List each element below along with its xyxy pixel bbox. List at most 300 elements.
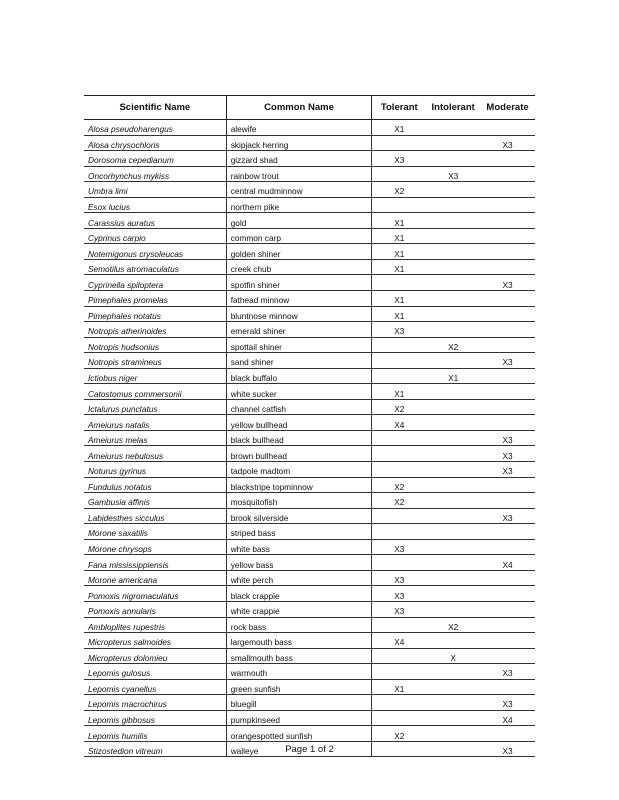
scientific-name-cell — [84, 156, 226, 165]
table-row — [84, 711, 535, 727]
scientific-name-cell-text: Pomoxis annularis — [88, 606, 156, 617]
tolerant-cell — [371, 353, 426, 368]
scientific-name-cell-text: Micropterus salmoides — [88, 637, 171, 648]
scientific-name-cell-text: Esox lucius — [88, 201, 130, 212]
common-name-cell-text: brook silverside — [230, 512, 289, 523]
intolerant-cell — [426, 602, 480, 617]
common-name-cell-text: skipjack herring — [230, 139, 289, 150]
scientific-name-cell — [84, 669, 226, 678]
common-name-cell — [226, 213, 372, 228]
tolerant-cell — [371, 664, 426, 679]
intolerant-cell — [426, 369, 480, 384]
intolerant-cell — [426, 524, 480, 539]
common-name-cell — [226, 338, 372, 353]
moderate-cell — [480, 711, 535, 726]
moderate-cell — [480, 275, 535, 290]
scientific-name-cell — [84, 685, 226, 694]
common-name-cell — [226, 446, 372, 461]
tolerant-cell — [371, 322, 426, 337]
scientific-name-cell — [84, 374, 226, 383]
tolerant-cell-text: X4 — [394, 637, 405, 648]
tolerant-cell — [371, 524, 426, 539]
common-name-cell-text: orangespotted sunfish — [230, 730, 313, 741]
moderate-cell-text: X3 — [502, 450, 513, 461]
common-name-cell-text: walleye — [230, 746, 259, 757]
moderate-cell — [480, 446, 535, 461]
moderate-cell-text: X3 — [502, 668, 513, 679]
common-name-cell-text: yellow bullhead — [230, 419, 288, 430]
scientific-name-cell-text: Semotilus atromaculatus — [88, 264, 179, 275]
scientific-name-cell-text: Fana mississippiensis — [88, 559, 169, 570]
scientific-name-cell-text: Notropis hudsonius — [88, 341, 160, 352]
moderate-cell — [480, 478, 535, 493]
table-row — [84, 167, 535, 183]
table-row — [84, 431, 535, 447]
tolerant-cell — [371, 384, 426, 399]
common-name-cell-text: golden shiner — [230, 248, 281, 259]
intolerant-cell — [426, 711, 480, 726]
scientific-name-cell-text: Carassius auratus — [88, 217, 155, 228]
page-number: Page 1 of 2 — [285, 744, 334, 755]
intolerant-cell-text: X3 — [448, 170, 459, 181]
tolerant-cell — [371, 555, 426, 570]
scientific-name-cell-text: Cyprinus carpio — [88, 233, 146, 244]
common-name-cell — [226, 167, 372, 182]
common-name-cell — [226, 726, 372, 741]
table-row — [84, 229, 535, 245]
scientific-name-cell-text: Lepomis gulosus — [88, 668, 151, 679]
scientific-name-cell — [84, 203, 226, 212]
scientific-name-cell-text: Noturus gyrinus — [88, 466, 147, 477]
moderate-cell — [480, 571, 535, 586]
table-header — [84, 95, 535, 120]
common-name-cell-text: black buffalo — [230, 373, 278, 383]
intolerant-cell — [426, 400, 480, 415]
common-name-cell-text: black bullhead — [230, 435, 284, 446]
scientific-name-cell-text: Gambusia affinis — [88, 497, 150, 508]
table-row — [84, 446, 535, 462]
scientific-name-cell-text: Alosa chrysochloris — [88, 139, 160, 150]
intolerant-cell — [426, 695, 480, 710]
scientific-name-cell — [84, 141, 226, 150]
tolerant-cell — [371, 586, 426, 601]
table-row — [84, 400, 535, 416]
scientific-name-cell — [84, 358, 226, 367]
table-row — [84, 151, 535, 167]
moderate-cell — [480, 524, 535, 539]
moderate-cell — [480, 213, 535, 228]
table-row — [84, 509, 535, 525]
scientific-name-cell-text: Notemigonus crysoleucas — [88, 248, 183, 259]
common-name-cell-text: creek chub — [230, 264, 272, 275]
common-name-cell-text: blackstripe topminnow — [230, 481, 313, 492]
intolerant-cell — [426, 229, 480, 244]
intolerant-cell — [426, 540, 480, 555]
tolerant-cell-text: X2 — [394, 497, 405, 508]
table-row — [84, 478, 535, 494]
common-name-cell — [226, 524, 372, 539]
tolerant-cell — [371, 120, 426, 135]
tolerant-cell — [371, 244, 426, 259]
intolerant-cell — [426, 633, 480, 648]
moderate-cell — [480, 291, 535, 306]
table-row — [84, 415, 535, 431]
moderate-cell — [480, 462, 535, 477]
scientific-name-cell — [84, 529, 226, 538]
tolerant-cell — [371, 338, 426, 353]
tolerant-cell — [371, 726, 426, 741]
moderate-cell — [480, 633, 535, 648]
common-name-cell — [226, 229, 372, 244]
scientific-name-cell — [84, 436, 226, 445]
tolerant-cell — [371, 213, 426, 228]
table-row — [84, 260, 535, 276]
common-name-cell — [226, 275, 372, 290]
table-row — [84, 664, 535, 680]
moderate-cell — [480, 151, 535, 166]
common-name-cell — [226, 322, 372, 337]
common-name-cell — [226, 353, 372, 368]
common-name-cell — [226, 198, 372, 213]
tolerant-cell-text: X4 — [394, 419, 405, 430]
scientific-name-cell-text: Morone chrysops — [88, 544, 152, 555]
table-row — [84, 182, 535, 198]
intolerant-cell — [426, 182, 480, 197]
moderate-cell-text: X3 — [502, 512, 513, 523]
common-name-cell — [226, 478, 372, 493]
common-name-cell — [226, 695, 372, 710]
common-name-cell-text: pumpkinseed — [230, 715, 281, 726]
common-name-cell-text: white sucker — [230, 388, 277, 399]
scientific-name-cell — [84, 390, 226, 399]
scientific-name-cell — [84, 327, 226, 336]
moderate-cell — [480, 338, 535, 353]
intolerant-cell — [426, 198, 480, 213]
tolerant-cell-text: X3 — [394, 155, 405, 166]
tolerant-cell — [371, 649, 426, 664]
tolerant-cell-text: X3 — [394, 575, 405, 586]
moderate-cell-text: X4 — [502, 715, 513, 726]
moderate-cell — [480, 322, 535, 337]
scientific-name-cell-text: Lepomis gibbosus — [88, 715, 155, 726]
common-name-cell — [226, 633, 372, 648]
common-name-cell — [226, 649, 372, 664]
scientific-name-cell — [84, 545, 226, 554]
moderate-cell-text: X3 — [502, 699, 513, 710]
moderate-cell — [480, 649, 535, 664]
scientific-name-cell-text: Labidesthes sicculus — [88, 512, 165, 523]
scientific-name-cell — [84, 607, 226, 616]
intolerant-cell — [426, 338, 480, 353]
scientific-name-cell — [84, 265, 226, 274]
tolerant-cell — [371, 493, 426, 508]
moderate-cell-text: X4 — [502, 559, 513, 570]
common-name-cell — [226, 618, 372, 633]
scientific-name-cell — [84, 219, 226, 228]
table-row — [84, 244, 535, 260]
moderate-cell-text: X3 — [502, 357, 513, 368]
scientific-name-cell — [84, 187, 226, 196]
moderate-cell — [480, 182, 535, 197]
scientific-name-cell — [84, 234, 226, 243]
intolerant-cell — [426, 446, 480, 461]
fish-tolerance-table — [84, 95, 535, 757]
scientific-name-cell-text: Fundulus notatus — [88, 481, 152, 492]
common-name-cell-text: largemouth bass — [230, 637, 293, 648]
common-name-cell — [226, 664, 372, 679]
scientific-name-cell — [84, 296, 226, 305]
moderate-cell — [480, 120, 535, 135]
table-row — [84, 695, 535, 711]
header-tolerant: Tolerant — [371, 96, 426, 119]
moderate-cell — [480, 260, 535, 275]
scientific-name-cell-text: Morone americana — [88, 575, 158, 586]
intolerant-cell — [426, 586, 480, 601]
tolerant-cell-text: X1 — [394, 295, 405, 306]
header-scientific-name: Scientific Name — [119, 102, 191, 113]
table-row — [84, 213, 535, 229]
tolerant-cell — [371, 151, 426, 166]
common-name-cell-text: spottail shiner — [230, 341, 282, 352]
intolerant-cell — [426, 275, 480, 290]
common-name-cell-text: channel catfish — [230, 404, 287, 415]
tolerant-cell — [371, 415, 426, 430]
scientific-name-cell — [84, 654, 226, 663]
tolerant-cell — [371, 369, 426, 384]
moderate-cell — [480, 586, 535, 601]
moderate-cell — [480, 726, 535, 741]
moderate-cell — [480, 167, 535, 182]
tolerant-cell-text: X1 — [394, 233, 405, 244]
scientific-name-cell — [84, 716, 226, 725]
tolerant-cell — [371, 167, 426, 182]
moderate-cell-text: X3 — [502, 279, 513, 290]
moderate-cell — [480, 664, 535, 679]
tolerant-cell-text: X1 — [394, 124, 405, 135]
common-name-cell — [226, 602, 372, 617]
table-row — [84, 602, 535, 618]
common-name-cell — [226, 369, 372, 384]
table-row — [84, 369, 535, 385]
common-name-cell-text: tadpole madtom — [230, 466, 291, 477]
tolerant-cell — [371, 198, 426, 213]
intolerant-cell — [426, 462, 480, 477]
scientific-name-cell-text: Ameiurus natalis — [88, 419, 150, 430]
table-row — [84, 198, 535, 214]
common-name-cell — [226, 136, 372, 151]
common-name-cell-text: rock bass — [230, 621, 267, 632]
scientific-name-cell-text: Notropis atherinoides — [88, 326, 167, 337]
scientific-name-cell-text: Catostomus commersonii — [88, 388, 182, 399]
table-row — [84, 555, 535, 571]
tolerant-cell — [371, 307, 426, 322]
intolerant-cell — [426, 478, 480, 493]
common-name-cell-text: white perch — [230, 575, 274, 586]
common-name-cell — [226, 182, 372, 197]
table-row — [84, 353, 535, 369]
common-name-cell — [226, 555, 372, 570]
scientific-name-cell — [84, 498, 226, 507]
table-row — [84, 540, 535, 556]
intolerant-cell — [426, 322, 480, 337]
scientific-name-cell — [84, 343, 226, 352]
common-name-cell — [226, 540, 372, 555]
tolerant-cell — [371, 680, 426, 695]
scientific-name-cell-text: Cyprinella spiloptera — [88, 279, 164, 290]
scientific-name-cell-text: Umbra limi — [88, 186, 128, 197]
header-common-name: Common Name — [226, 96, 372, 119]
common-name-cell-text: smallmouth bass — [230, 652, 293, 663]
intolerant-cell-text: X1 — [448, 373, 459, 383]
table-row — [84, 338, 535, 354]
scientific-name-cell-text: Oncorhynchus mykiss — [88, 170, 170, 181]
common-name-cell-text: spotfin shiner — [230, 279, 281, 290]
tolerant-cell — [371, 446, 426, 461]
moderate-cell-text: X3 — [502, 435, 513, 446]
common-name-cell-text: central mudminnow — [230, 186, 303, 197]
common-name-cell-text: mosquitofish — [230, 497, 278, 508]
intolerant-cell — [426, 664, 480, 679]
moderate-cell — [480, 400, 535, 415]
intolerant-cell — [426, 431, 480, 446]
intolerant-cell — [426, 726, 480, 741]
intolerant-cell — [426, 260, 480, 275]
scientific-name-cell-text: Ameiurus nebulosus — [88, 450, 164, 461]
moderate-cell — [480, 136, 535, 151]
tolerant-cell-text: X3 — [394, 590, 405, 601]
common-name-cell-text: striped bass — [230, 528, 276, 539]
table-row — [84, 275, 535, 291]
common-name-cell-text: white crappie — [230, 606, 280, 617]
tolerant-cell-text: X2 — [394, 186, 405, 197]
common-name-cell — [226, 586, 372, 601]
common-name-cell-text: alewife — [230, 124, 257, 135]
scientific-name-cell-text: Pimephales notatus — [88, 310, 161, 321]
table-row — [84, 120, 535, 136]
common-name-cell-text: bluntnose minnow — [230, 310, 298, 321]
tolerant-cell — [371, 602, 426, 617]
intolerant-cell — [426, 649, 480, 664]
intolerant-cell — [426, 415, 480, 430]
moderate-cell — [480, 431, 535, 446]
scientific-name-cell — [84, 638, 226, 647]
moderate-cell — [480, 618, 535, 633]
common-name-cell-text: black crappie — [230, 590, 280, 601]
common-name-cell-text: fathead minnow — [230, 295, 290, 306]
intolerant-cell — [426, 618, 480, 633]
header-intolerant: Intolerant — [431, 102, 475, 113]
common-name-cell — [226, 509, 372, 524]
scientific-name-cell — [84, 405, 226, 414]
intolerant-cell-text: X — [450, 652, 456, 663]
common-name-cell-text: warmouth — [230, 668, 268, 679]
tolerant-cell — [371, 275, 426, 290]
intolerant-cell — [426, 136, 480, 151]
tolerant-cell-text: X1 — [394, 217, 405, 228]
common-name-cell — [226, 120, 372, 135]
intolerant-cell — [426, 353, 480, 368]
intolerant-cell — [426, 384, 480, 399]
scientific-name-cell-text: Ictalurus punctatus — [88, 404, 158, 415]
table-row — [84, 493, 535, 509]
table-row — [84, 462, 535, 478]
scientific-name-cell-text: Ictiobus niger — [88, 373, 138, 383]
header-moderate: Moderate — [486, 102, 529, 113]
tolerant-cell — [371, 291, 426, 306]
common-name-cell — [226, 307, 372, 322]
tolerant-cell — [371, 400, 426, 415]
scientific-name-cell — [84, 467, 226, 476]
tolerant-cell — [371, 229, 426, 244]
table-body — [84, 120, 535, 757]
tolerant-cell — [371, 618, 426, 633]
table-row — [84, 307, 535, 323]
tolerant-cell — [371, 136, 426, 151]
intolerant-cell — [426, 307, 480, 322]
scientific-name-cell-text: Lepomis macrochirus — [88, 699, 167, 710]
scientific-name-cell-text: Lepomis humilis — [88, 730, 148, 741]
common-name-cell — [226, 711, 372, 726]
scientific-name-cell — [84, 312, 226, 321]
scientific-name-cell — [84, 561, 226, 570]
scientific-name-cell-text: Alosa pseudoharengus — [88, 124, 173, 135]
moderate-cell-text: X3 — [502, 746, 513, 757]
scientific-name-cell — [84, 452, 226, 461]
common-name-cell — [226, 571, 372, 586]
common-name-cell — [226, 462, 372, 477]
moderate-cell-text: X3 — [502, 466, 513, 477]
scientific-name-cell — [84, 172, 226, 181]
table-row — [84, 524, 535, 540]
table-row — [84, 136, 535, 152]
table-row — [84, 291, 535, 307]
scientific-name-cell-text: Notropis stramineus — [88, 357, 162, 368]
common-name-cell — [226, 493, 372, 508]
tolerant-cell-text: X2 — [394, 404, 405, 415]
moderate-cell — [480, 493, 535, 508]
common-name-cell-text: brown bullhead — [230, 450, 287, 461]
tolerant-cell-text: X3 — [394, 544, 405, 555]
table-row — [84, 586, 535, 602]
common-name-cell — [226, 400, 372, 415]
common-name-cell-text: gold — [230, 217, 247, 228]
tolerant-cell-text: X1 — [394, 310, 405, 321]
table-row — [84, 726, 535, 742]
common-name-cell — [226, 291, 372, 306]
moderate-cell — [480, 198, 535, 213]
moderate-cell — [480, 540, 535, 555]
intolerant-cell — [426, 213, 480, 228]
table-row — [84, 649, 535, 665]
tolerant-cell — [371, 633, 426, 648]
scientific-name-cell — [84, 576, 226, 585]
common-name-cell-text: rainbow trout — [230, 170, 279, 181]
tolerant-cell-text: X1 — [394, 683, 405, 694]
moderate-cell — [480, 680, 535, 695]
tolerant-cell-text: X1 — [394, 388, 405, 399]
tolerant-cell-text: X3 — [394, 606, 405, 617]
scientific-name-cell — [84, 700, 226, 709]
scientific-name-cell-text: Lepomis cyanellus — [88, 683, 157, 694]
common-name-cell — [226, 151, 372, 166]
moderate-cell — [480, 602, 535, 617]
tolerant-cell-text: X1 — [394, 248, 405, 259]
common-name-cell-text: white bass — [230, 544, 270, 555]
moderate-cell — [480, 695, 535, 710]
intolerant-cell-text: X2 — [448, 341, 459, 352]
table-row — [84, 680, 535, 696]
common-name-cell-text: sand shiner — [230, 357, 274, 368]
